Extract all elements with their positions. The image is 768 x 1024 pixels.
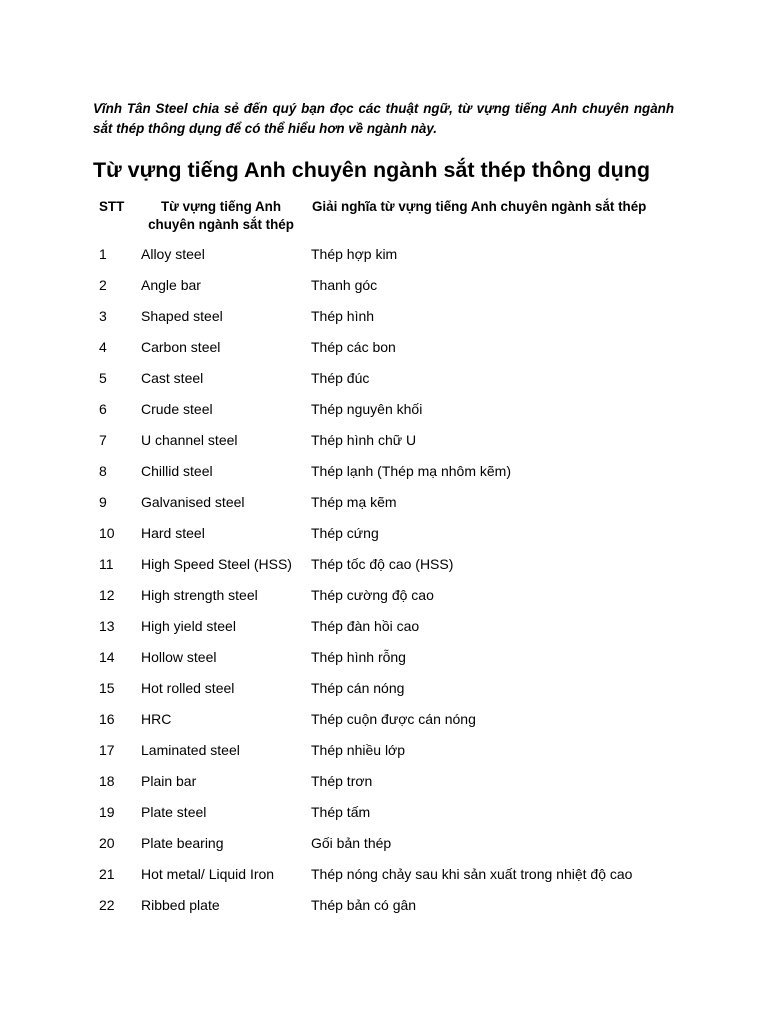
header-stt: STT [99, 199, 125, 214]
table-header [93, 196, 683, 240]
row-term: Carbon steel [141, 339, 221, 355]
row-term: High Speed Steel (HSS) [141, 556, 292, 572]
table-row [93, 643, 683, 674]
row-term: Plain bar [141, 773, 197, 789]
vocabulary-table [93, 196, 683, 922]
row-meaning: Thép hình [311, 308, 375, 324]
table-row [93, 550, 683, 581]
table-row [93, 488, 683, 519]
row-term: Chillid steel [141, 463, 213, 479]
row-meaning: Thép nóng chảy sau khi sản xuất trong nhiệt độ cao [311, 866, 633, 882]
row-stt: 18 [99, 773, 115, 789]
table-row [93, 705, 683, 736]
row-term: U channel steel [141, 432, 238, 448]
row-meaning: Thép tốc độ cao (HSS) [311, 556, 454, 572]
row-term: Hollow steel [141, 649, 217, 665]
row-stt: 10 [99, 525, 115, 541]
row-stt: 19 [99, 804, 115, 820]
row-meaning: Thép các bon [311, 339, 396, 355]
row-term: Hot metal/ Liquid Iron [141, 866, 275, 882]
row-term: Galvanised steel [141, 494, 245, 510]
row-meaning: Thép đàn hồi cao [311, 618, 420, 634]
row-meaning: Thép bản có gân [311, 897, 417, 913]
row-term: Alloy steel [141, 246, 205, 262]
row-meaning: Thép cường độ cao [311, 587, 434, 603]
row-stt: 2 [99, 277, 107, 293]
row-stt: 14 [99, 649, 115, 665]
table-row [93, 860, 683, 891]
row-term: Cast steel [141, 370, 204, 386]
table-row [93, 829, 683, 860]
row-stt: 9 [99, 494, 107, 510]
row-stt: 16 [99, 711, 115, 727]
row-meaning: Thép tấm [311, 804, 371, 820]
row-term: HRC [141, 711, 172, 727]
table-row [93, 271, 683, 302]
row-term: High yield steel [141, 618, 236, 634]
page-title: Từ vựng tiếng Anh chuyên ngành sắt thép thông dụng [93, 158, 651, 182]
table-row [93, 798, 683, 829]
intro-paragraph: Vĩnh Tân Steel chia sẻ đến quý bạn đọc các thuật ngữ, từ vựng tiếng Anh chuyên ngành sắt thép thông dụng để có thể hiểu hơn về ngành này. [93, 101, 674, 136]
table-row [93, 240, 683, 271]
row-meaning: Thép lạnh (Thép mạ nhôm kẽm) [311, 463, 511, 479]
row-term: Shaped steel [141, 308, 223, 324]
table-row [93, 426, 683, 457]
table-row [93, 674, 683, 705]
row-stt: 13 [99, 618, 115, 634]
row-term: Plate bearing [141, 835, 224, 851]
row-stt: 5 [99, 370, 107, 386]
row-stt: 12 [99, 587, 115, 603]
row-stt: 4 [99, 339, 107, 355]
row-stt: 22 [99, 897, 115, 913]
header-term [141, 198, 301, 233]
row-stt: 11 [99, 556, 114, 572]
row-meaning: Thép nguyên khối [311, 401, 423, 417]
row-stt: 3 [99, 308, 107, 324]
row-term: Hot rolled steel [141, 680, 235, 696]
table-row [93, 457, 683, 488]
row-stt: 15 [99, 680, 115, 696]
row-term: Plate steel [141, 804, 207, 820]
row-meaning: Thép cán nóng [311, 680, 405, 696]
row-term: Ribbed plate [141, 897, 220, 913]
row-stt: 21 [99, 866, 115, 882]
row-stt: 7 [99, 432, 107, 448]
row-meaning: Thép mạ kẽm [311, 494, 397, 510]
row-meaning: Thép hợp kim [311, 246, 398, 262]
row-meaning: Thép cứng [311, 525, 379, 541]
table-row [93, 891, 683, 922]
row-meaning: Thép nhiều lớp [311, 742, 406, 758]
row-term: Crude steel [141, 401, 213, 417]
table-body [93, 240, 683, 922]
table-row [93, 612, 683, 643]
row-stt: 1 [99, 246, 107, 262]
row-meaning: Thép cuộn được cán nóng [311, 711, 476, 727]
row-stt: 8 [99, 463, 107, 479]
row-term: Hard steel [141, 525, 205, 541]
row-meaning: Thép đúc [311, 370, 370, 386]
table-row [93, 736, 683, 767]
row-meaning: Thép hình chữ U [311, 432, 417, 448]
table-row [93, 395, 683, 426]
row-term: Laminated steel [141, 742, 240, 758]
table-row [93, 302, 683, 333]
row-stt: 17 [99, 742, 115, 758]
table-row [93, 767, 683, 798]
row-meaning: Gối bản thép [311, 835, 392, 851]
table-row [93, 333, 683, 364]
row-term: Angle bar [141, 277, 201, 293]
row-term: High strength steel [141, 587, 258, 603]
table-row [93, 364, 683, 395]
table-row [93, 519, 683, 550]
row-meaning: Thép trơn [311, 773, 373, 789]
row-meaning: Thép hình rỗng [311, 649, 406, 665]
row-stt: 20 [99, 835, 115, 851]
row-stt: 6 [99, 401, 107, 417]
row-meaning: Thanh góc [311, 277, 378, 293]
header-term-line2: chuyên ngành sắt thép [148, 216, 294, 232]
header-term-line1: Từ vựng tiếng Anh [160, 199, 282, 214]
header-meaning: Giải nghĩa từ vựng tiếng Anh chuyên ngành sắt thép [312, 199, 647, 214]
table-row [93, 581, 683, 612]
